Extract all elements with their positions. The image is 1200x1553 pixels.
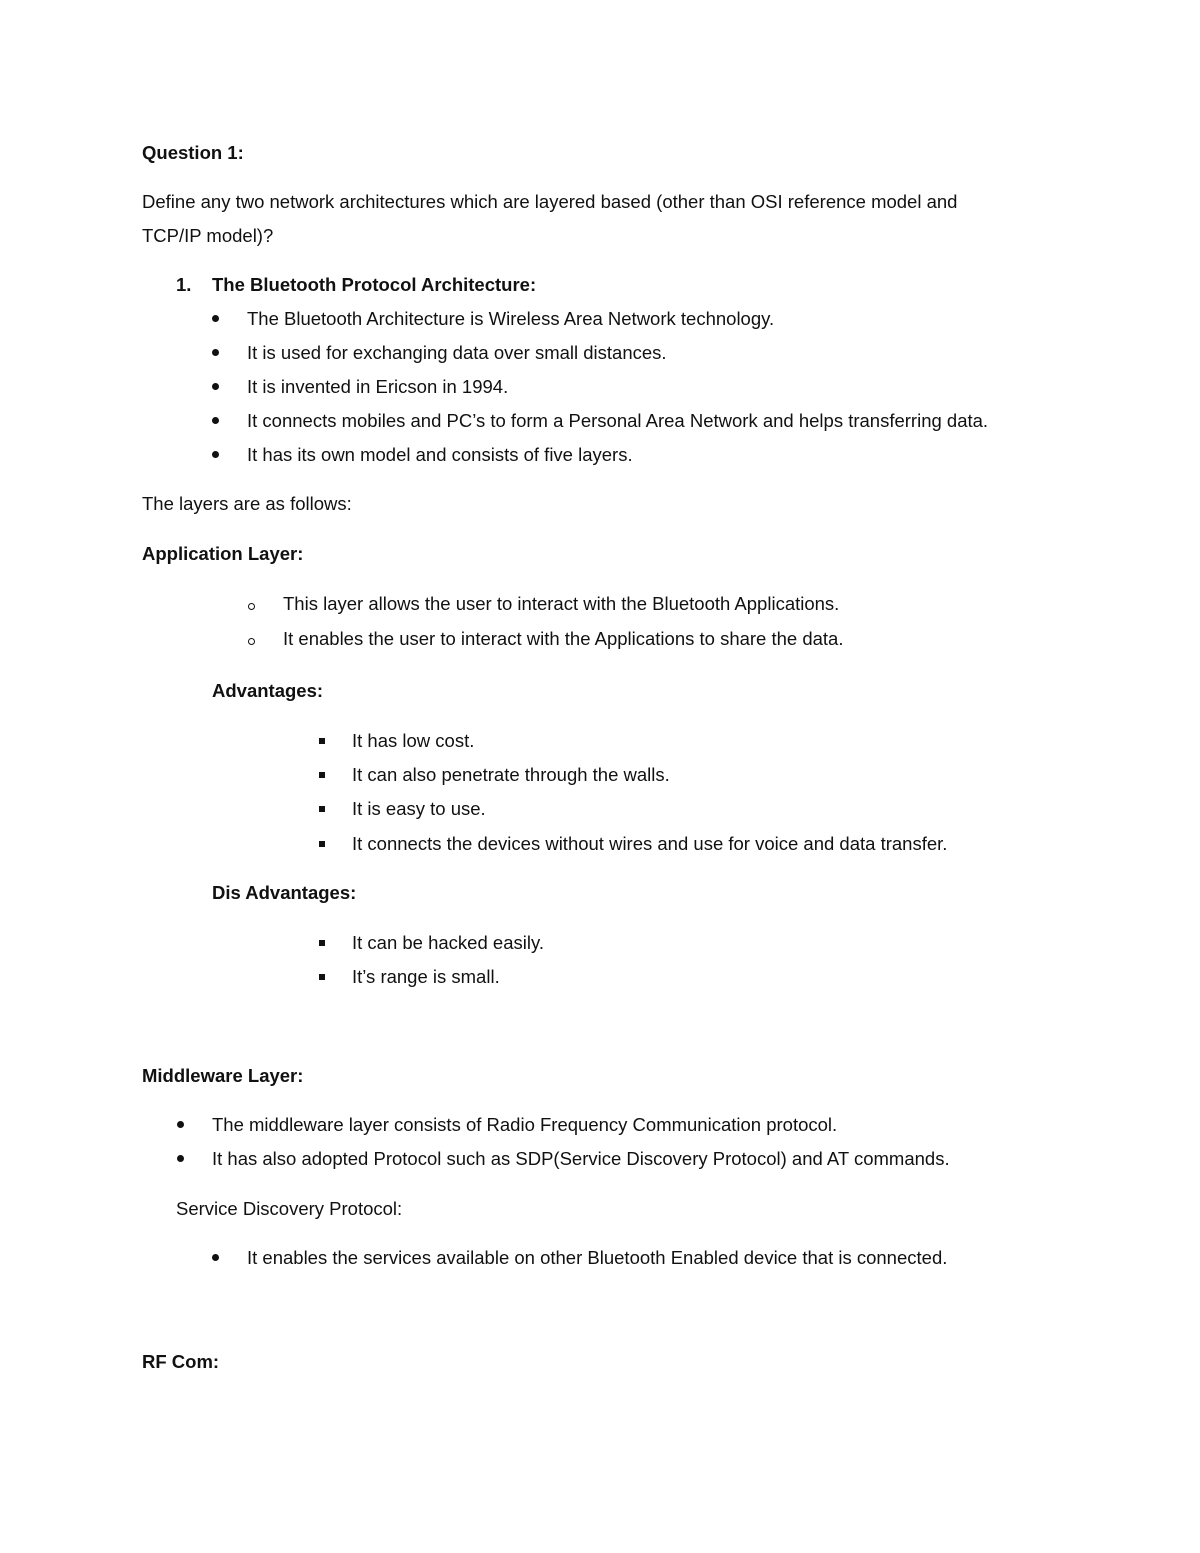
section1-bullet: It is invented in Ericson in 1994. — [247, 376, 509, 397]
question-text-line-2: TCP/IP model)? — [142, 225, 274, 246]
disadvantage-item: It’s range is small. — [352, 966, 500, 987]
bullet-dot-icon — [212, 349, 219, 356]
bullet-circle-icon — [248, 638, 255, 645]
bullet-dot-icon — [212, 451, 219, 458]
disadvantage-item: It can be hacked easily. — [352, 932, 544, 953]
advantage-item: It connects the devices without wires and use for voice and data transfer. — [352, 833, 948, 854]
bullet-square-icon — [319, 806, 325, 812]
layers-intro: The layers are as follows: — [142, 493, 352, 514]
bullet-square-icon — [319, 974, 325, 980]
section-number: 1. — [176, 274, 192, 295]
section1-bullet: It has its own model and consists of five layers. — [247, 444, 633, 465]
middleware-bullet: It has also adopted Protocol such as SDP(Service Discovery Protocol) and AT commands. — [212, 1148, 950, 1169]
bullet-dot-icon — [177, 1121, 184, 1128]
bullet-square-icon — [319, 738, 325, 744]
sdp-label: Service Discovery Protocol: — [176, 1198, 403, 1219]
rf-com-heading: RF Com: — [142, 1351, 220, 1372]
sdp-bullet: It enables the services available on other Bluetooth Enabled device that is connected. — [247, 1247, 948, 1268]
application-layer-heading: Application Layer: — [142, 543, 304, 564]
bullet-dot-icon — [212, 1254, 219, 1261]
question-heading: Question 1: — [142, 142, 244, 163]
advantage-item: It has low cost. — [352, 730, 475, 751]
section1-bullet: It is used for exchanging data over small distances. — [247, 342, 667, 363]
bullet-dot-icon — [212, 315, 219, 322]
bullet-square-icon — [319, 940, 325, 946]
bullet-dot-icon — [212, 417, 219, 424]
application-point: This layer allows the user to interact with the Bluetooth Applications. — [283, 593, 840, 614]
application-point: It enables the user to interact with the Applications to share the data. — [283, 628, 844, 649]
advantage-item: It can also penetrate through the walls. — [352, 764, 670, 785]
bullet-dot-icon — [212, 383, 219, 390]
bullet-square-icon — [319, 772, 325, 778]
advantages-heading: Advantages: — [212, 680, 324, 701]
middleware-bullet: The middleware layer consists of Radio Frequency Communication protocol. — [212, 1114, 838, 1135]
disadvantages-heading: Dis Advantages: — [212, 882, 357, 903]
advantage-item: It is easy to use. — [352, 798, 486, 819]
section1-bullet: The Bluetooth Architecture is Wireless Area Network technology. — [247, 308, 775, 329]
middleware-layer-heading: Middleware Layer: — [142, 1065, 304, 1086]
section1-bullet: It connects mobiles and PC’s to form a Personal Area Network and helps transferring data. — [247, 410, 989, 431]
bullet-square-icon — [319, 841, 325, 847]
bullet-dot-icon — [177, 1155, 184, 1162]
question-text-line-1: Define any two network architectures which are layered based (other than OSI reference model and — [142, 191, 958, 212]
section-title: The Bluetooth Protocol Architecture: — [212, 274, 537, 295]
bullet-circle-icon — [248, 603, 255, 610]
